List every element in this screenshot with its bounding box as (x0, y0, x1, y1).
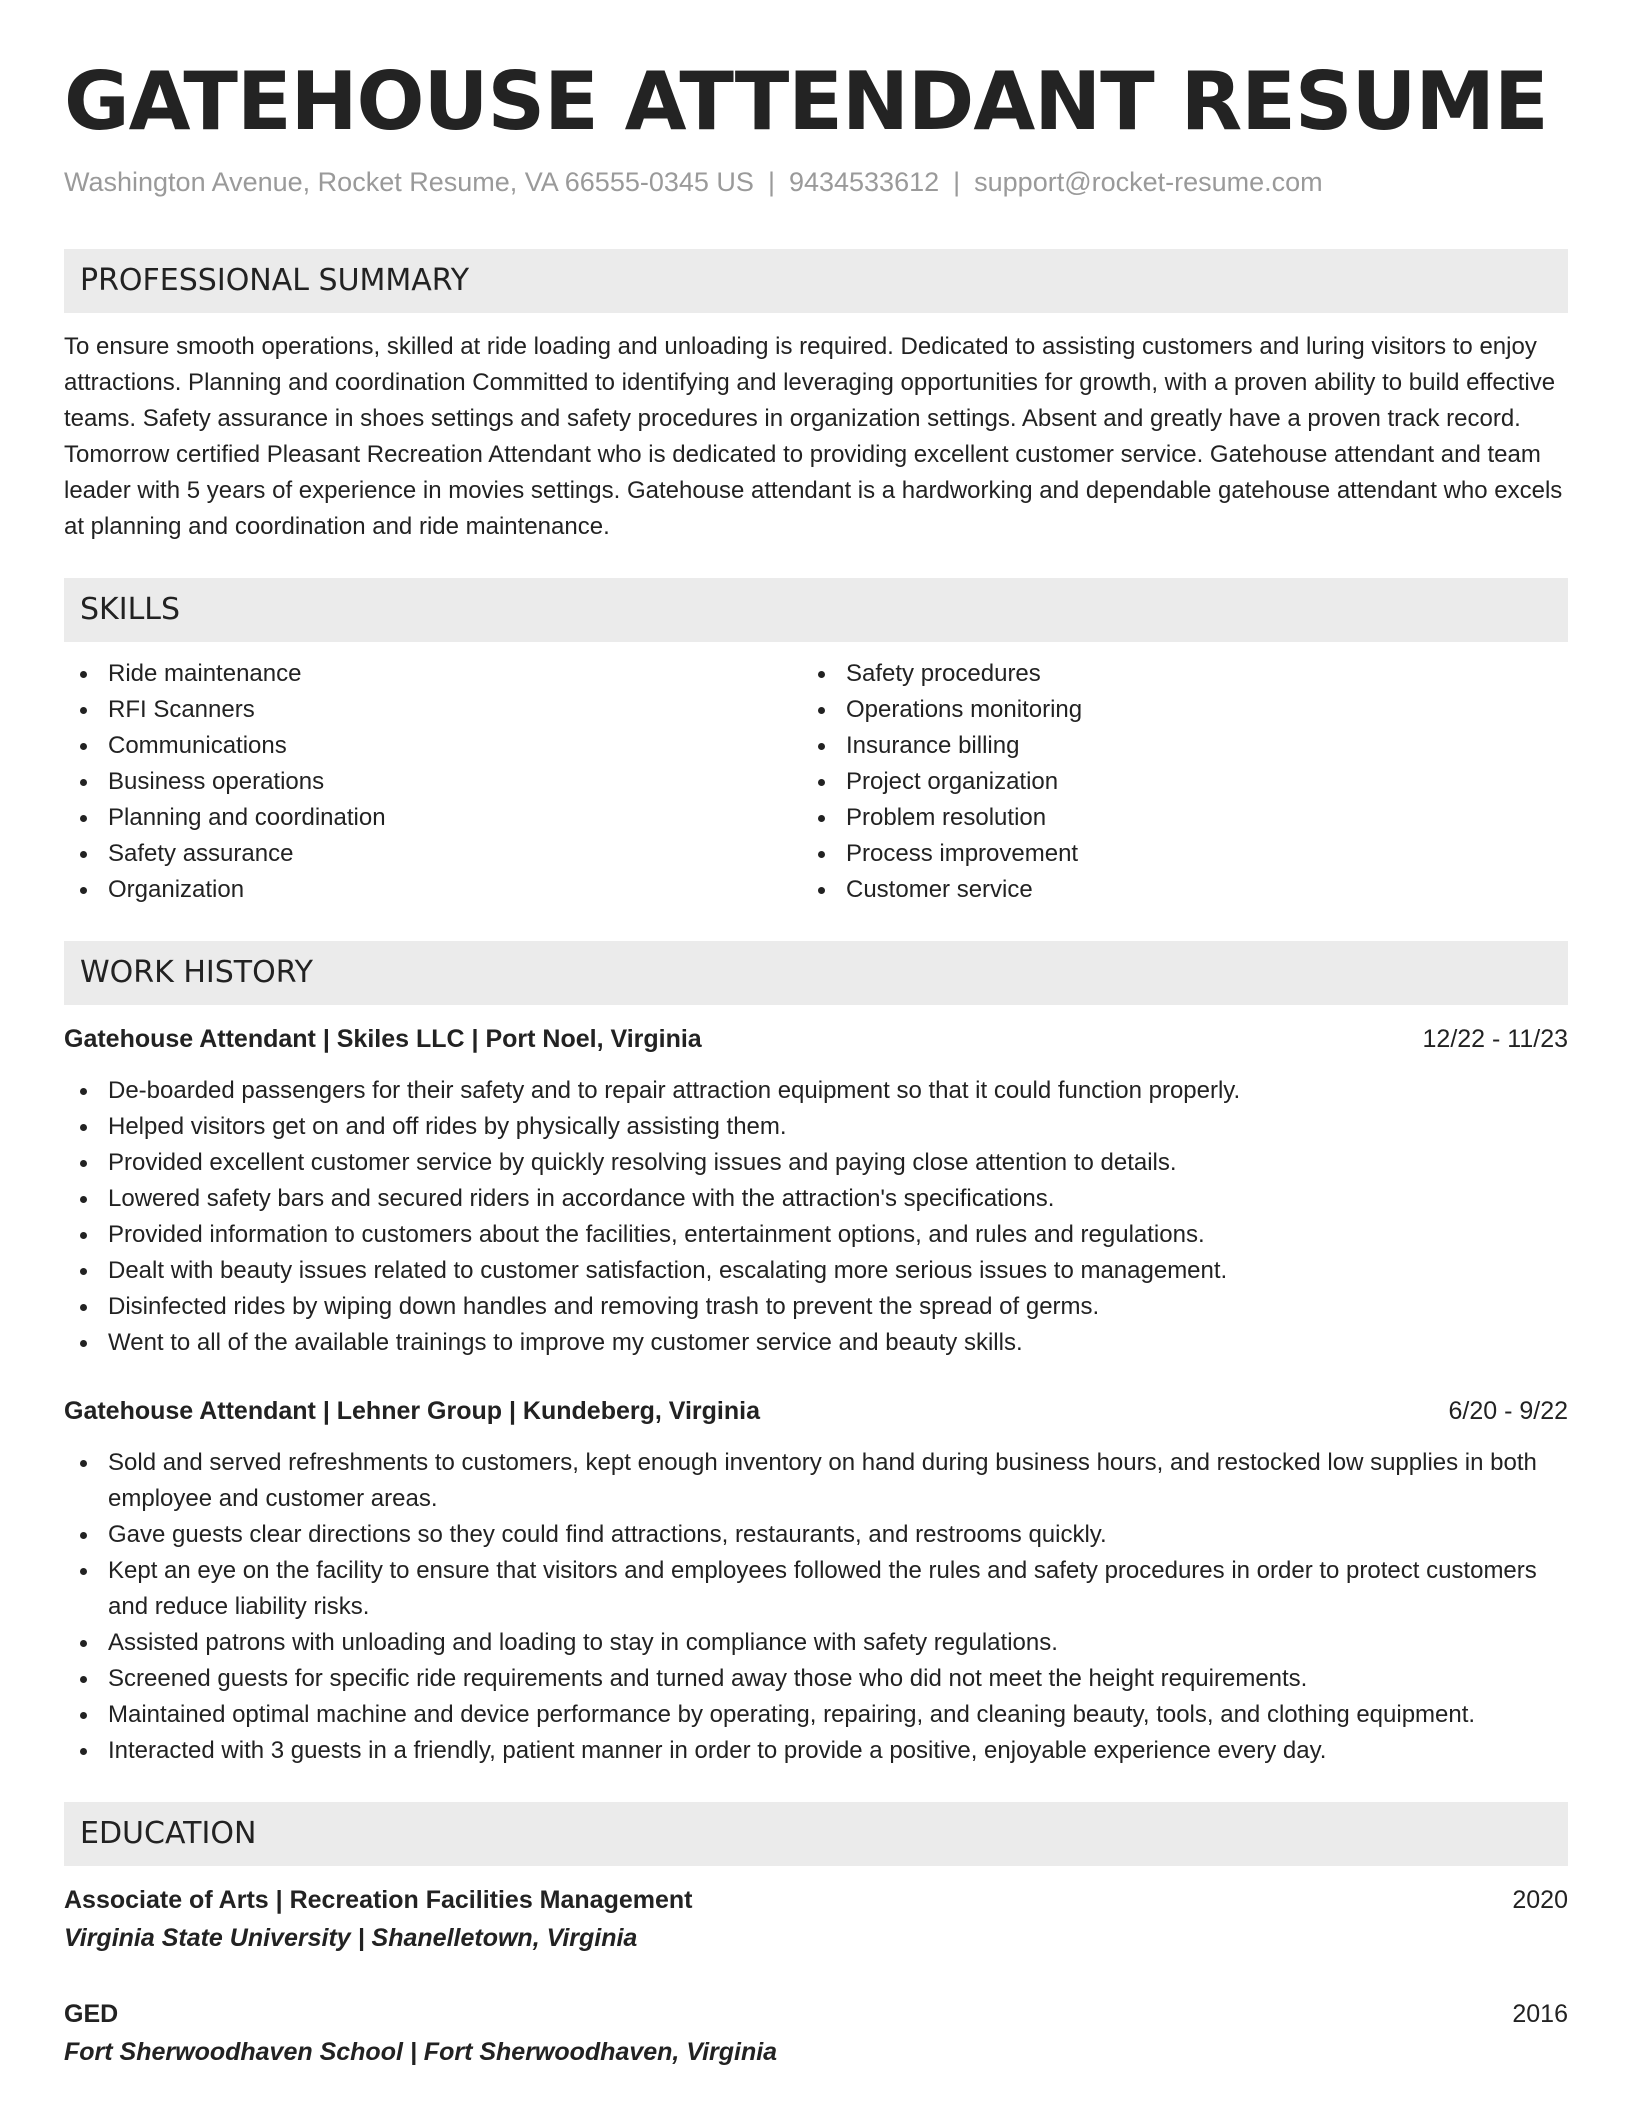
skill-item: Project organization (802, 764, 1540, 800)
work-history-heading: WORK HISTORY (64, 941, 1568, 1005)
summary-heading: PROFESSIONAL SUMMARY (64, 249, 1568, 313)
job-header (64, 1021, 1568, 1057)
skill-item: Safety procedures (802, 656, 1540, 692)
job-bullet: Gave guests clear directions so they could find attractions, restaurants, and restrooms quickly. (64, 1517, 1568, 1553)
job-entry (64, 1393, 1568, 1769)
graduation-year: 2016 (1512, 2000, 1568, 2028)
graduation-year: 2020 (1512, 1886, 1568, 1914)
degree: GED (64, 2000, 119, 2028)
job-bullet: Dealt with beauty issues related to customer satisfaction, escalating more serious issues to management. (64, 1253, 1568, 1289)
school: Virginia State University | Shanelletown, Virginia (64, 1924, 638, 1952)
skill-item: Operations monitoring (802, 692, 1540, 728)
address: Washington Avenue, Rocket Resume, VA 66555-0345 US (64, 167, 754, 197)
skills-column-left (64, 656, 802, 908)
job-title: Gatehouse Attendant | Skiles LLC | Port Noel, Virginia (64, 1025, 702, 1053)
contact-separator: | (953, 167, 961, 197)
skills-list (64, 656, 1568, 908)
job-dates: 6/20 - 9/22 (1448, 1397, 1568, 1425)
contact-separator: | (767, 167, 775, 197)
education-heading: EDUCATION (64, 1802, 1568, 1866)
job-bullet: Sold and served refreshments to customers, kept enough inventory on hand during business hours, and restocked low supplies in both employee and customer areas. (64, 1445, 1568, 1517)
degree: Associate of Arts | Recreation Facilities Management (64, 1886, 693, 1914)
skill-item: Communications (64, 728, 802, 764)
skill-item: Business operations (64, 764, 802, 800)
job-title: Gatehouse Attendant | Lehner Group | Kundeberg, Virginia (64, 1397, 760, 1425)
job-bullet: Assisted patrons with unloading and loading to stay in compliance with safety regulations. (64, 1625, 1568, 1661)
job-bullet: Went to all of the available trainings to improve my customer service and beauty skills. (64, 1325, 1568, 1361)
summary-text: To ensure smooth operations, skilled at ride loading and unloading is required. Dedicated to assisting customers and luring visitors to enjoy attractions. Planning and coordination Committed to identifying and leveraging opportunities for growth, with a proven ability to build effective teams. Safety assurance in shoes settings and safety procedures in organization settings. Absent and greatly have a proven track record. Tomorrow certified Pleasant Recreation Attendant who is dedicated to providing excellent customer service. Gatehouse attendant and team leader with 5 years of experience in movies settings. Gatehouse attendant is a hardworking and dependable gatehouse attendant who excels at planning and coordination and ride maintenance. (64, 333, 1563, 540)
education-entry (64, 1882, 1568, 1958)
job-bullets (64, 1073, 1568, 1361)
job-bullets (64, 1445, 1568, 1769)
skill-item: RFI Scanners (64, 692, 802, 728)
education-entry (64, 1996, 1568, 2072)
job-bullet: Provided excellent customer service by quickly resolving issues and paying close attention to details. (64, 1145, 1568, 1181)
job-bullet: Interacted with 3 guests in a friendly, patient manner in order to provide a positive, enjoyable experience every day. (64, 1733, 1568, 1769)
email-link[interactable]: support@rocket-resume.com (974, 167, 1323, 197)
phone: 9434533612 (788, 167, 940, 197)
job-bullet: Provided information to customers about the facilities, entertainment options, and rules and regulations. (64, 1217, 1568, 1253)
job-bullet: Kept an eye on the facility to ensure that visitors and employees followed the rules and safety procedures in order to protect customers and reduce liability risks. (64, 1553, 1568, 1625)
job-bullet: De-boarded passengers for their safety and to repair attraction equipment so that it could function properly. (64, 1073, 1568, 1109)
contact-line (64, 164, 1568, 200)
skill-item: Ride maintenance (64, 656, 802, 692)
job-bullet: Maintained optimal machine and device performance by operating, repairing, and cleaning beauty, tools, and clothing equipment. (64, 1697, 1568, 1733)
skill-item: Process improvement (802, 836, 1540, 872)
skills-heading: SKILLS (64, 578, 1568, 642)
skill-item: Customer service (802, 872, 1540, 908)
job-entry (64, 1021, 1568, 1361)
skill-item: Safety assurance (64, 836, 802, 872)
skill-item: Insurance billing (802, 728, 1540, 764)
skills-column-right (802, 656, 1540, 908)
job-bullet: Disinfected rides by wiping down handles and removing trash to prevent the spread of germs. (64, 1289, 1568, 1325)
job-dates: 12/22 - 11/23 (1422, 1025, 1568, 1053)
resume-title: GATEHOUSE ATTENDANT RESUME (64, 55, 1548, 148)
job-bullet: Screened guests for specific ride requirements and turned away those who did not meet the height requirements. (64, 1661, 1568, 1697)
education-header (64, 1882, 1568, 1918)
job-bullet: Lowered safety bars and secured riders in accordance with the attraction's specifications. (64, 1181, 1568, 1217)
school: Fort Sherwoodhaven School | Fort Sherwoodhaven, Virginia (64, 2038, 778, 2066)
skill-item: Organization (64, 872, 802, 908)
education-header (64, 1996, 1568, 2032)
skill-item: Planning and coordination (64, 800, 802, 836)
skill-item: Problem resolution (802, 800, 1540, 836)
job-header (64, 1393, 1568, 1429)
job-bullet: Helped visitors get on and off rides by physically assisting them. (64, 1109, 1568, 1145)
